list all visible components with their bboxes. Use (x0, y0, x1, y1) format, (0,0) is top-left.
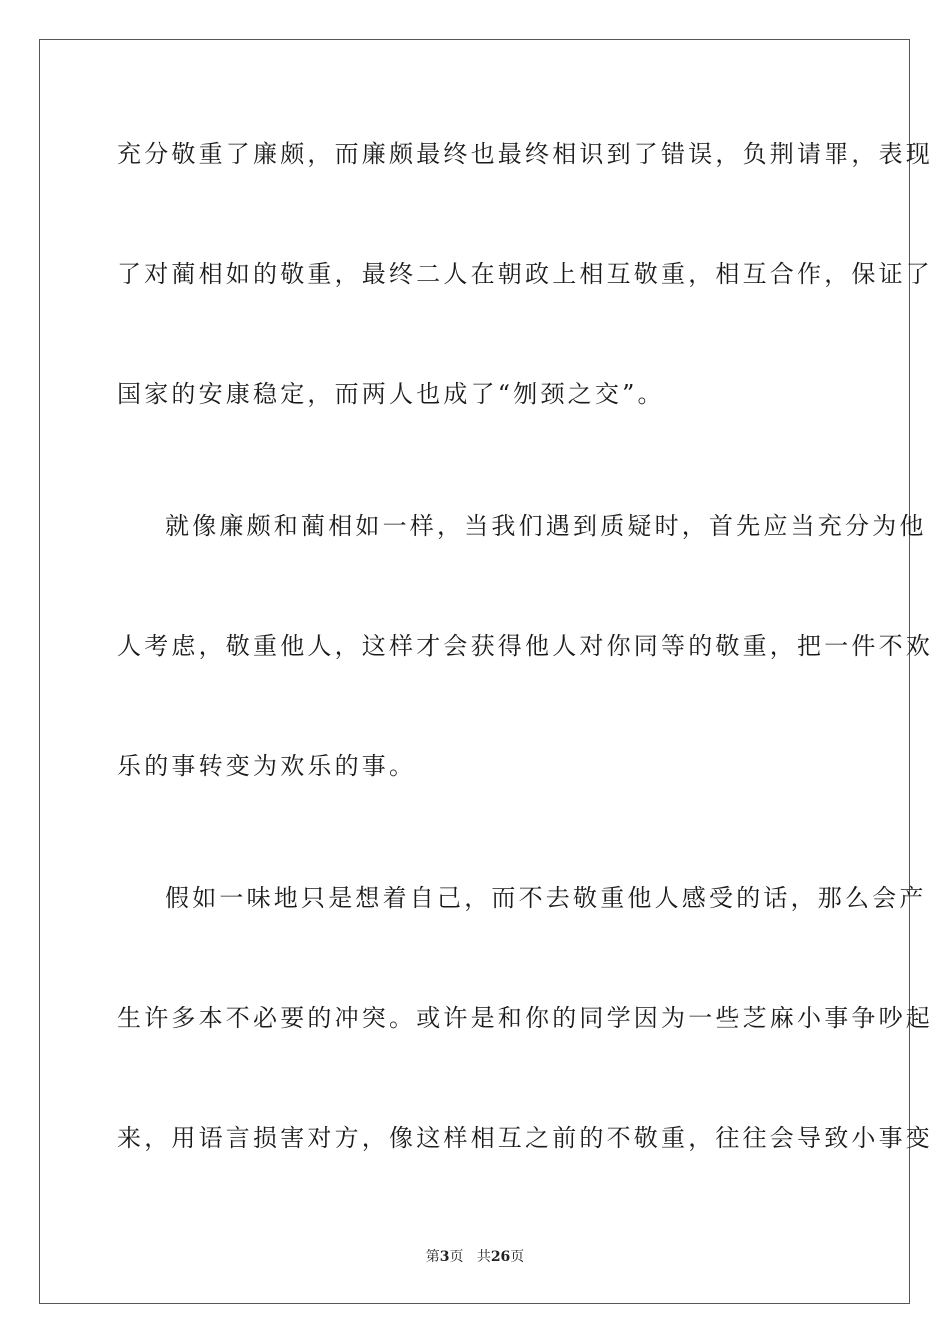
paragraph-3-line-3: 来，用语言损害对方，像这样相互之前的不敬重，往往会导致小事变 (117, 1124, 933, 1152)
page-suffix: 页 (449, 1249, 464, 1265)
paragraph-1-line-2: 了对蔺相如的敬重，最终二人在朝政上相互敬重，相互合作，保证了 (117, 260, 933, 288)
total-suffix: 页 (510, 1249, 525, 1265)
page-footer (0, 1248, 950, 1266)
page-prefix: 第 (425, 1249, 440, 1265)
paragraph-2-line-2: 人考虑，敬重他人，这样才会获得他人对你同等的敬重，把一件不欢 (117, 632, 933, 660)
total-pages: 26 (490, 1249, 511, 1265)
paragraph-1-line-3: 国家的安康稳定，而两人也成了“刎颈之交”。 (117, 380, 665, 408)
total-prefix: 共 (476, 1249, 491, 1265)
page-number: 3 (439, 1249, 450, 1265)
paragraph-2-line-3: 乐的事转变为欢乐的事。 (117, 752, 417, 780)
paragraph-2-line-1: 就像廉颇和蔺相如一样，当我们遇到质疑时，首先应当充分为他 (165, 512, 927, 540)
paragraph-3-line-2: 生许多本不必要的冲突。或许是和你的同学因为一些芝麻小事争吵起 (117, 1004, 933, 1032)
page-border (39, 39, 933, 1304)
paragraph-3-line-1: 假如一味地只是想着自己，而不去敬重他人感受的话，那么会产 (165, 884, 927, 912)
paragraph-1-line-1: 充分敬重了廉颇，而廉颇最终也最终相识到了错误，负荆请罪，表现 (117, 140, 933, 168)
